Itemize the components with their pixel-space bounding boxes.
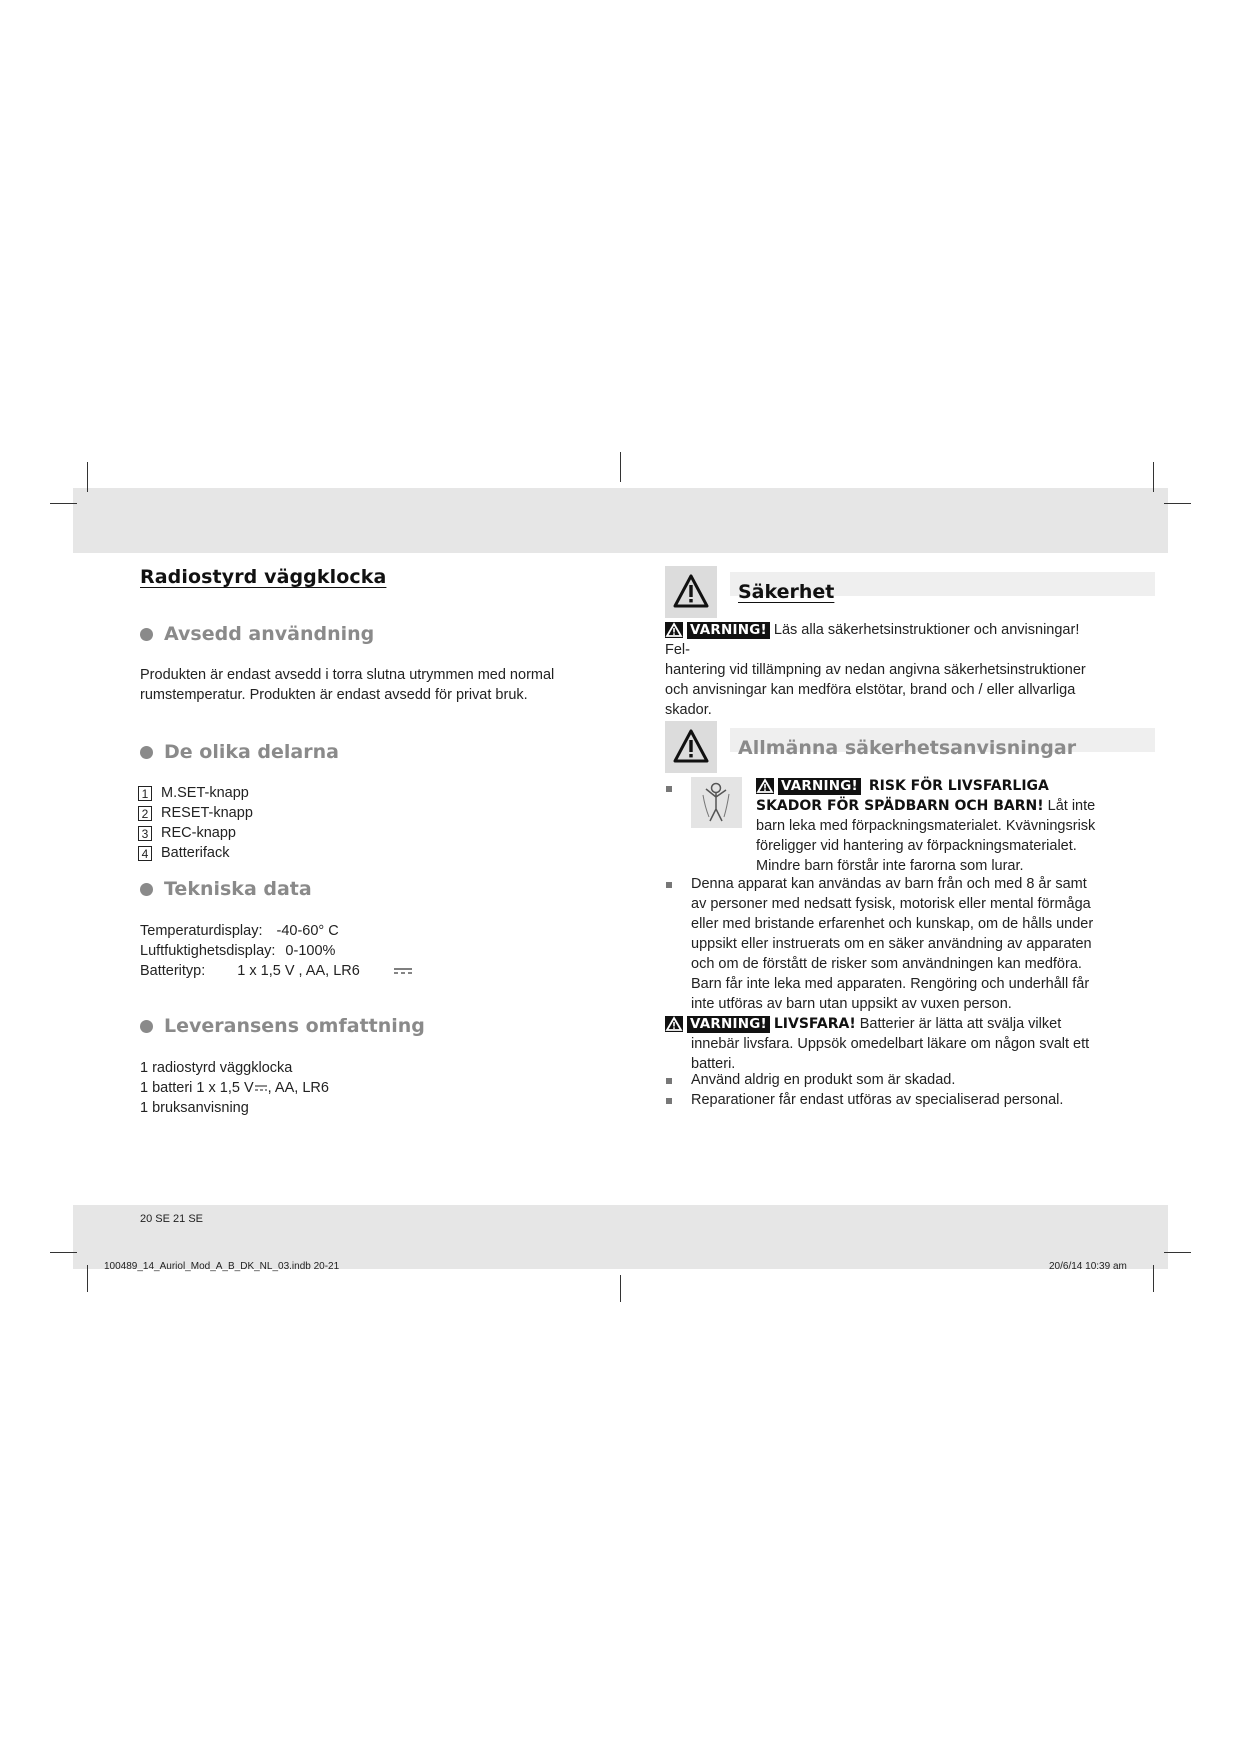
crop-mark xyxy=(1153,462,1154,492)
tech-data xyxy=(140,921,540,981)
bullet-dot-icon xyxy=(140,628,153,641)
part-label: M.SET-knapp xyxy=(161,785,249,801)
list-item: 1 bruksanvisning xyxy=(140,1100,249,1117)
text-line: skador. xyxy=(665,702,712,718)
warning-box-icon xyxy=(665,566,717,618)
avsedd-text xyxy=(140,665,554,705)
warning-triangle-icon xyxy=(665,1016,683,1032)
bold-warning-text: SKADOR FÖR SPÄDBARN OCH BARN! xyxy=(756,798,1044,814)
warning-triangle-icon xyxy=(756,778,774,794)
text-line: rumstemperatur. Produkten är endast avsedd för privat bruk. xyxy=(140,687,528,703)
bold-warning-text: LIVSFARA! xyxy=(773,1016,856,1032)
tech-value: -40-60° C xyxy=(276,923,339,939)
section-heading-text: Leveransens omfattning xyxy=(164,1015,425,1037)
text-line: Denna apparat kan användas av barn från och med 8 år samt xyxy=(691,876,1087,892)
text-line xyxy=(756,796,1096,816)
tech-label: Luftfuktighetsdisplay: xyxy=(140,943,276,959)
crop-mark xyxy=(1153,1265,1154,1292)
parts-list xyxy=(138,783,253,863)
crop-mark xyxy=(1164,1252,1191,1253)
page-title: Radiostyrd väggklocka xyxy=(140,566,387,588)
tech-label: Temperaturdisplay: xyxy=(140,923,263,939)
part-number: 1 xyxy=(138,786,152,801)
tech-label: Batterityp: xyxy=(140,963,206,979)
crop-mark xyxy=(620,1275,621,1302)
part-label: RESET-knapp xyxy=(161,805,253,821)
text-line: och om de förstått de risker som användningen kan medföra. xyxy=(691,956,1082,972)
allmanna-item-1 xyxy=(756,776,1096,876)
warning-label: VARNING! xyxy=(778,778,861,795)
tech-row-temp xyxy=(140,921,540,941)
bullet-dot-icon xyxy=(140,746,153,759)
text-line: Barn får inte leka med apparaten. Rengöring och underhåll får xyxy=(691,976,1090,992)
list-item xyxy=(138,843,253,863)
square-bullet-icon xyxy=(666,882,672,888)
text-line: och anvisningar kan medföra elstötar, brand och / eller allvarliga xyxy=(665,682,1076,698)
square-bullet-icon xyxy=(666,786,672,792)
delivery-text: , AA, LR6 xyxy=(267,1080,329,1096)
section-heading-text: Tekniska data xyxy=(164,878,312,900)
allmanna-item-3 xyxy=(665,1014,1125,1074)
footer-band xyxy=(73,1205,1168,1269)
tech-value: 1 x 1,5 V , AA, LR6 xyxy=(237,963,360,979)
warning-label: VARNING! xyxy=(687,622,770,639)
delivery-list xyxy=(140,1058,329,1118)
list-item xyxy=(140,1078,329,1098)
section-heading-avsedd xyxy=(140,623,374,645)
allmanna-item-4: Använd aldrig en produkt som är skadad. xyxy=(691,1072,956,1088)
text-line: eller med bristande erfarenhet och kunskap, om de hålls under xyxy=(691,916,1094,932)
section-heading-sakerhet: Säkerhet xyxy=(738,581,835,603)
crop-mark xyxy=(87,1265,88,1292)
text-line: inte utföras av barn utan uppsikt av vuxen person. xyxy=(691,996,1012,1012)
text-line xyxy=(665,620,1105,660)
page-numbers: 20 SE 21 SE xyxy=(140,1213,203,1225)
part-number: 3 xyxy=(138,826,152,841)
text-line: innebär livsfara. Uppsök omedelbart läkare om någon svalt ett xyxy=(691,1036,1090,1052)
list-item: 1 radiostyrd väggklocka xyxy=(140,1060,293,1076)
part-label: Batterifack xyxy=(161,845,230,861)
warning-box-icon xyxy=(665,721,717,773)
sakerhet-text xyxy=(665,620,1105,720)
section-heading-text: Avsedd användning xyxy=(164,623,375,645)
section-heading-allmanna: Allmänna säkerhetsanvisningar xyxy=(738,737,1077,759)
section-heading-delar xyxy=(140,741,339,763)
crop-mark xyxy=(1164,503,1191,504)
allmanna-item-2 xyxy=(691,874,1131,1014)
text-span: Låt inte xyxy=(1047,798,1096,814)
warning-badge xyxy=(665,1016,770,1033)
file-name: 100489_14_Auriol_Mod_A_B_DK_NL_03.indb 20-21 xyxy=(104,1261,340,1272)
dc-symbol-icon xyxy=(255,1078,267,1098)
part-number: 4 xyxy=(138,846,152,861)
part-label: REC-knapp xyxy=(161,825,236,841)
warning-badge xyxy=(756,778,861,795)
text-line: föreligger vid hantering av förpackningsmaterialet. xyxy=(756,838,1077,854)
text-span: Läs alla säkerhetsinstruktioner och anvisningar! Fel- xyxy=(665,622,1080,658)
tech-row-humidity xyxy=(140,941,540,961)
text-line xyxy=(756,776,1096,796)
text-line: Mindre barn förstår inte farorna som lurar. xyxy=(756,858,1024,874)
text-line: Produkten är endast avsedd i torra slutna utrymmen med normal xyxy=(140,667,555,683)
crop-mark xyxy=(50,1252,77,1253)
text-line: batteri. xyxy=(691,1056,736,1072)
child-suffocation-icon xyxy=(691,777,742,828)
print-date: 20/6/14 10:39 am xyxy=(1049,1261,1127,1272)
tech-value: 0-100% xyxy=(285,943,336,959)
square-bullet-icon xyxy=(666,1078,672,1084)
dc-symbol-icon xyxy=(394,961,412,981)
text-line xyxy=(665,1014,1125,1034)
text-line: barn leka med förpackningsmaterialet. Kvävningsrisk xyxy=(756,818,1096,834)
section-heading-leverans xyxy=(140,1015,425,1037)
warning-triangle-icon xyxy=(665,622,683,638)
list-item xyxy=(138,823,253,843)
part-number: 2 xyxy=(138,806,152,821)
crop-mark xyxy=(87,462,88,492)
bullet-dot-icon xyxy=(140,883,153,896)
tech-row-battery xyxy=(140,961,540,981)
allmanna-item-5: Reparationer får endast utföras av specialiserad personal. xyxy=(691,1092,1064,1108)
text-line: hantering vid tillämpning av nedan angivna säkerhetsinstruktioner xyxy=(665,662,1086,678)
bullet-dot-icon xyxy=(140,1020,153,1033)
list-item xyxy=(138,803,253,823)
warning-label: VARNING! xyxy=(687,1016,770,1033)
header-band xyxy=(73,488,1168,553)
text-span: Batterier är lätta att svälja vilket xyxy=(859,1016,1062,1032)
section-heading-text: De olika delarna xyxy=(164,741,339,763)
list-item xyxy=(138,783,253,803)
text-line: av personer med nedsatt fysisk, motorisk eller mental förmåga xyxy=(691,896,1091,912)
section-heading-tekniska xyxy=(140,878,312,900)
crop-mark xyxy=(620,452,621,482)
warning-badge xyxy=(665,622,770,639)
bold-warning-text: RISK FÖR LIVSFARLIGA xyxy=(868,778,1049,794)
delivery-text: 1 batteri 1 x 1,5 V xyxy=(140,1080,254,1096)
crop-mark xyxy=(50,503,77,504)
text-line: uppsikt eller instruerats om en säker användning av apparaten xyxy=(691,936,1092,952)
square-bullet-icon xyxy=(666,1098,672,1104)
